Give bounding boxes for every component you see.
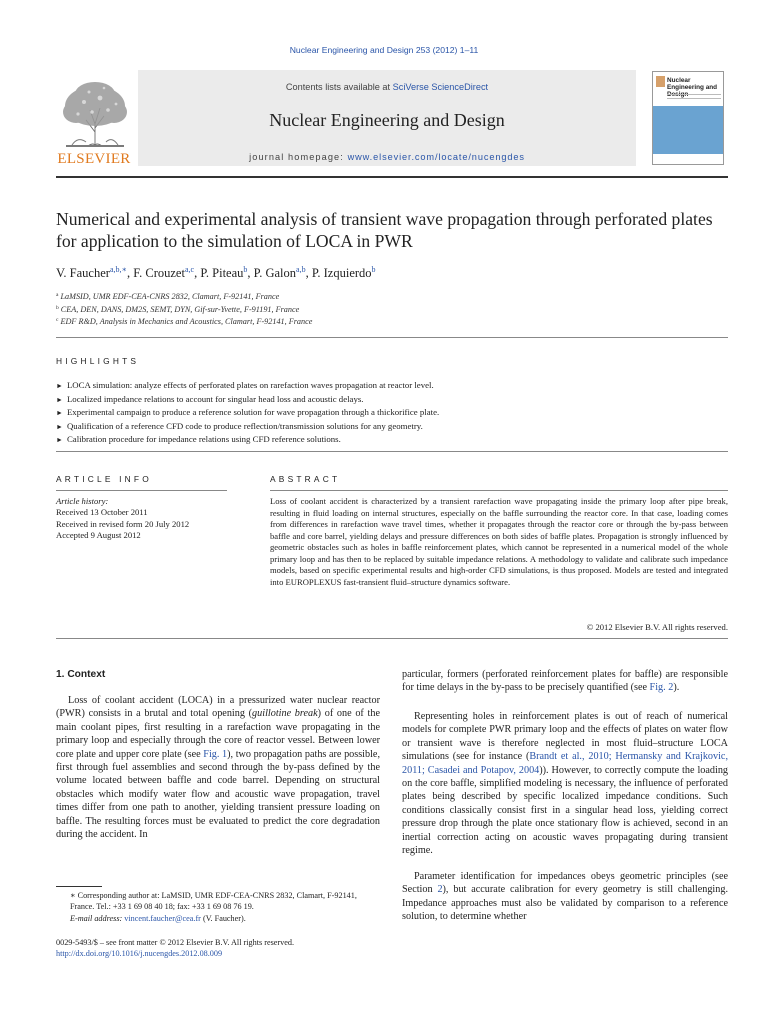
homepage-link[interactable]: www.elsevier.com/locate/nucengdes bbox=[347, 152, 525, 162]
highlight-item: ► Calibration procedure for impedance relations using CFD reference solutions. bbox=[56, 433, 728, 447]
homepage-line bbox=[138, 152, 636, 162]
reference-links[interactable]: Brandt et al., 2010; Hermansky and Krajkovic, 2011; Casadei and Potapov, 2004 bbox=[402, 751, 728, 776]
email-line: E-mail address: vincent.faucher@cea.fr (V. Faucher). bbox=[70, 913, 246, 923]
contents-prefix: Contents lists available at bbox=[285, 82, 393, 92]
body-paragraph: Representing holes in reinforcement plates is out of reach of numerical models for complete PWR primary loop and the effects of plates on water flow or transient wave is therefore neglected in most fluid–structure LOCA simulations (see for instance (Brandt et al., 2010; Hermansky and Krajkovic, 2011; Casadei and Potapov, 2004)). However, to correctly compute the loading on the core baffle, simplified modeling is necessary, the influence of perforated plates being described by specific localized impedance conditions. Such conditions classically consist first in a singular head loss, yielding correct pressure drop through the plate once stationary flow is achieved, second in an inertial correction acting on acoustic waves propagating during transient regime. bbox=[402, 711, 729, 857]
affiliation: $^a$ LaMSID, UMR EDF-CEA-CNRS 2832, Clamart, F-92141, France bbox=[56, 292, 280, 301]
author-affil-mark[interactable]: b bbox=[371, 265, 376, 274]
journal-citation[interactable]: Nuclear Engineering and Design 253 (2012) 1–11 bbox=[289, 45, 479, 55]
history-heading: Article history: bbox=[56, 496, 109, 506]
body-paragraph: particular, formers (perforated reinforcement plates for baffle) are responsible for time delays in the by-pass to be precisely quantified (see Fig. 2). bbox=[402, 669, 728, 694]
highlights-heading: HIGHLIGHTS bbox=[56, 356, 140, 366]
article-history bbox=[56, 496, 256, 542]
highlight-item: ► LOCA simulation: analyze effects of perforated plates on rarefaction waves propagation at reactor level. bbox=[56, 379, 728, 393]
emphasis: guillotine break bbox=[252, 708, 318, 720]
journal-name: Nuclear Engineering and Design bbox=[269, 110, 505, 130]
author-name: P. Piteau bbox=[200, 266, 244, 280]
affiliation: $^c$ EDF R&D, Analysis in Mechanics and Acoustics, Clamart, F-92141, France bbox=[56, 317, 313, 326]
figure-1-link[interactable]: Fig. 1 bbox=[203, 748, 228, 760]
footnote-rule bbox=[56, 886, 102, 887]
section-heading: 1. Context bbox=[56, 669, 106, 680]
abstract-rule bbox=[270, 490, 728, 491]
highlights-list bbox=[56, 379, 728, 447]
homepage-prefix: journal homepage: bbox=[249, 152, 348, 162]
highlight-item: ► Localized impedance relations to account for singular head loss and acoustic delays. bbox=[56, 393, 728, 407]
highlight-item: ► Qualification of a reference CFD code to produce reflection/transmission solutions for any geometry. bbox=[56, 420, 728, 434]
footnote bbox=[56, 890, 380, 924]
affiliation: $^b$ CEA, DEN, DANS, DM2S, SEMT, DYN, Gif-sur-Yvette, F-91191, France bbox=[56, 304, 300, 314]
cover-publisher-mark bbox=[656, 76, 665, 87]
doi-link[interactable]: http://dx.doi.org/10.1016/j.nucengdes.2012.08.009 bbox=[56, 949, 223, 959]
article-title: Numerical and experimental analysis of transient wave propagation through perforated plates for application to the simulation of LOCA in PWR bbox=[56, 209, 713, 251]
abstract-heading: ABSTRACT bbox=[270, 474, 341, 484]
sciencedirect-link[interactable]: SciVerse ScienceDirect bbox=[392, 82, 489, 92]
email-link[interactable]: vincent.faucher@cea.fr bbox=[124, 913, 201, 923]
corresponding-author-note: ∗ Corresponding author at: LaMSID, UMR EDF-CEA-CNRS 2832, Clamart, F-92141, France. Tel.: +33 1 69 08 40 18; fax: +33 1 69 08 76 19. bbox=[70, 891, 357, 912]
contents-line bbox=[138, 82, 636, 92]
body-paragraph: Parameter identification for impedances obeys geometric principles (see Section 2), but accurate calibration for every geometry is still challenging. Impedance approaches must also be validated by comparison to a reference solution, to determine whether bbox=[402, 871, 728, 923]
section-rule bbox=[56, 451, 728, 452]
author-name: P. Galon bbox=[253, 266, 297, 280]
history-received: Received 13 October 2011 bbox=[56, 507, 148, 518]
author-name: F. Crouzet bbox=[133, 266, 185, 280]
cover-image-band bbox=[653, 106, 723, 154]
article-info-rule bbox=[56, 490, 227, 491]
author-affil-mark[interactable]: a,b bbox=[296, 265, 306, 274]
elsevier-wordmark: ELSEVIER bbox=[57, 151, 131, 167]
cover-subtitle-lines bbox=[667, 94, 721, 99]
author-name: P. Izquierdo bbox=[311, 266, 372, 280]
issn-text: 0029-5493/$ – see front matter © 2012 Elsevier B.V. All rights reserved. bbox=[56, 938, 295, 947]
issn-line bbox=[56, 937, 380, 960]
history-accepted: Accepted 9 August 2012 bbox=[56, 530, 141, 541]
abstract-bottom-rule bbox=[56, 638, 728, 639]
header-rule bbox=[56, 176, 728, 178]
author-affil-mark[interactable]: b bbox=[243, 265, 248, 274]
author-list: V. Faucher$^{a,b,∗}$, F. Crouzet$^{a,c}$, P. Piteau$^b$, P. Galon$^{a,b}$, P. Izquierdo$^b$ bbox=[56, 265, 376, 280]
cover-title: Nuclear Engineering and Design bbox=[667, 77, 718, 98]
article-info-heading: ARTICLE INFO bbox=[56, 474, 152, 484]
highlight-item: ► Experimental campaign to produce a reference solution for wave propagation through a thickorifice plate. bbox=[56, 406, 728, 420]
affiliations bbox=[56, 290, 736, 328]
author-affil-mark[interactable]: a,c bbox=[184, 265, 195, 274]
body-paragraph: Loss of coolant accident (LOCA) in a pressurized water nuclear reactor (PWR) consists in a brutal and total opening (guillotine break) of one of the main coolant pipes, first resulting in a rarefaction wave propagating in the primary loop and especially through the core of reactor vessel. Between lower core plate and upper core plate (see Fig. 1), two propagation paths are possible, first through fuel assemblies and second through the by-pass defined by the volume located between baffle and code barrel. Depending on structural obstacles which modify water flow and acoustic wave propagation, travel times differ from one path to another, yielding transient pressure loading on baffle. The resulting forces must be evaluated to predict the core degradation during the accident. In bbox=[56, 695, 381, 841]
journal-cover-thumbnail[interactable] bbox=[652, 71, 724, 165]
section-rule bbox=[56, 337, 728, 338]
section-2-link[interactable]: 2 bbox=[437, 884, 443, 896]
abstract-text: Loss of coolant accident is characterized by a transient rarefaction wave propagating inside the primary loop after pipe break, resulting in fluid loading on internal structures, especially on the baffle surrounding the reactor core. In that case, loading comes from differences in rarefaction wave travel times, whether it propagates through the reactor core or through the by-pass between baffle and core barrel, yielding delays and pressure differences on both sides of baffle plates. Propagation is strongly influenced by geometric obstacles such as holes in baffle reinforcement plates, which cannot be represented in a numerical model of the whole primary loop and has then to be replaced by suitable impedance relations. A methodology to validate and calibrate such impedance models, based on specific experimental results and high-order CFD simulations, is thus proposed. Models are tested and integrated into EUROPLEXUS fast-transient fluid–structure dynamics software. bbox=[270, 496, 728, 587]
figure-2-link[interactable]: Fig. 2 bbox=[649, 682, 674, 694]
history-revised: Received in revised form 20 July 2012 bbox=[56, 518, 190, 529]
author-affil-mark[interactable]: a,b,∗ bbox=[109, 265, 127, 274]
author-name: V. Faucher bbox=[56, 266, 110, 280]
copyright: © 2012 Elsevier B.V. All rights reserved. bbox=[586, 622, 728, 632]
